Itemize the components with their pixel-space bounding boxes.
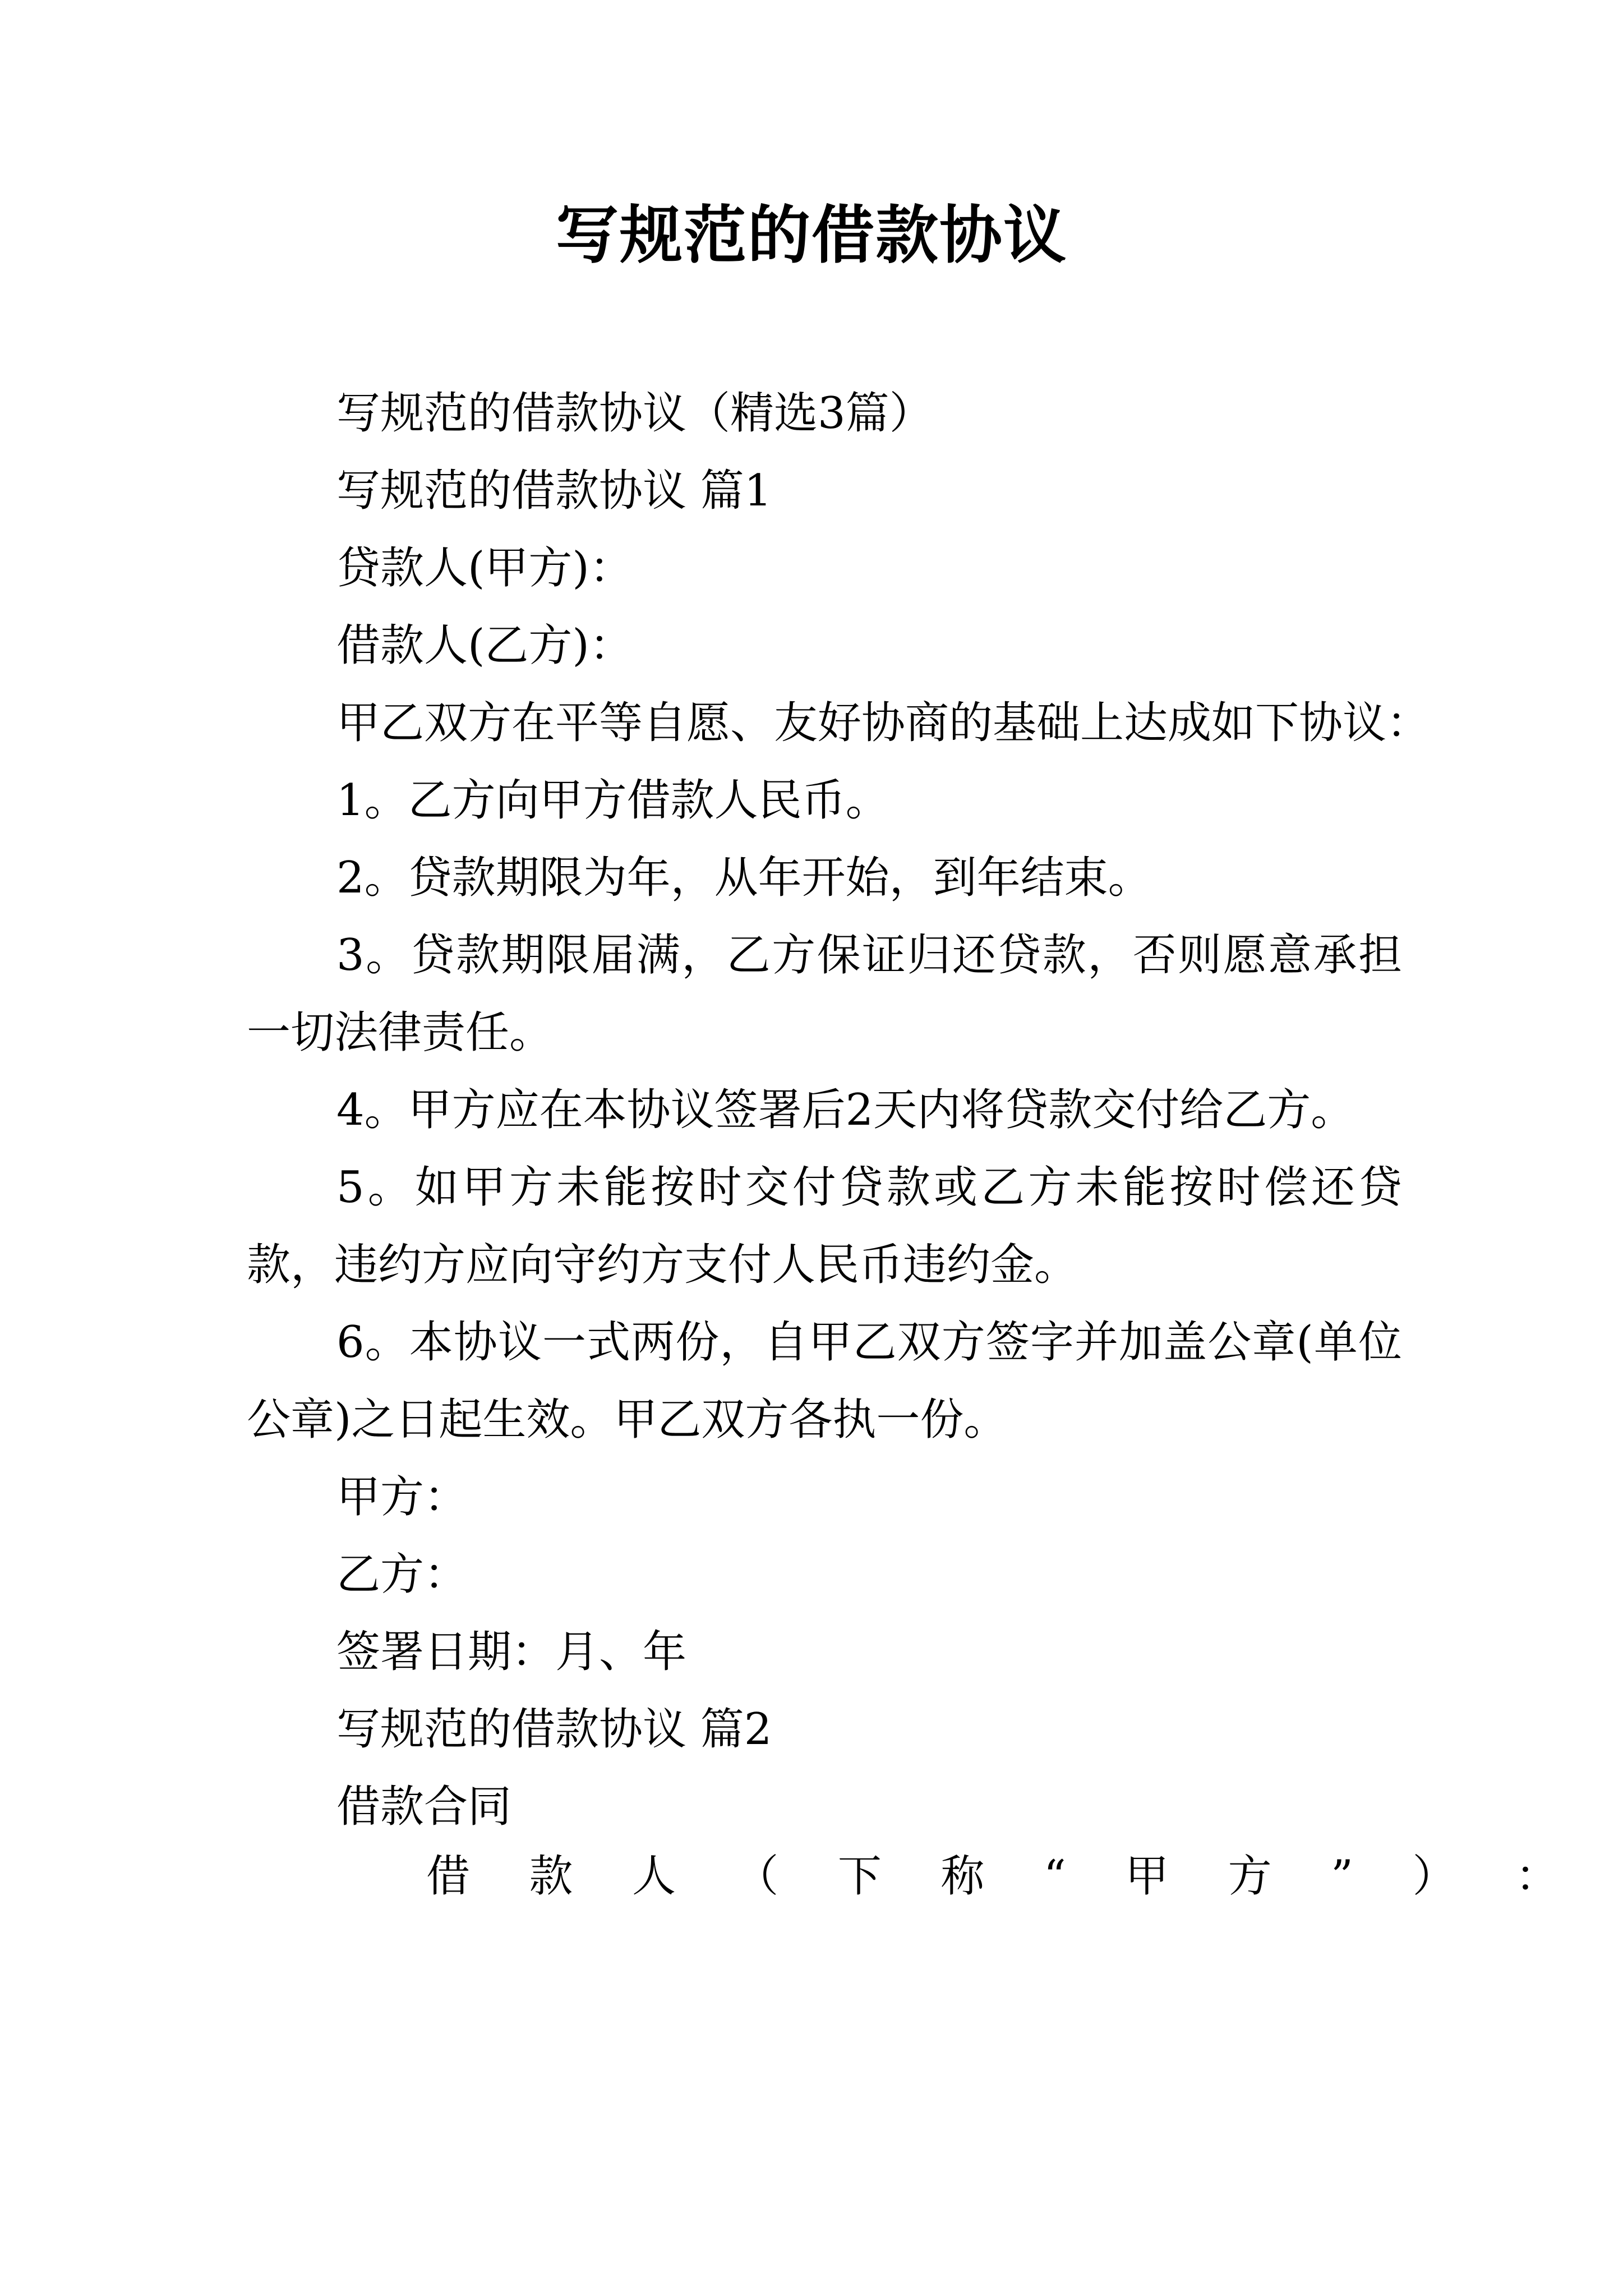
signing-date-line: 签署日期：月、年 — [336, 1627, 687, 1677]
clause-2: 2。贷款期限为年，从年开始，到年结束。 — [336, 853, 1152, 903]
char: 人 — [631, 1851, 676, 1902]
lender-line: 贷款人(甲方)： — [336, 543, 633, 593]
char: ： — [1515, 1851, 1559, 1902]
char: 称 — [940, 1851, 985, 1902]
char: 下 — [837, 1851, 882, 1902]
borrower-spaced-line — [426, 1838, 1570, 1915]
subtitle: 写规范的借款协议（精选3篇） — [336, 388, 933, 439]
agreement-intro: 甲乙双方在平等自愿、友好协商的基础上达成如下协议： — [336, 698, 1431, 748]
borrower-line: 借款人(乙方)： — [336, 620, 633, 671]
char: “ — [1043, 1851, 1066, 1902]
char: 借 — [426, 1851, 471, 1902]
char: 方 — [1228, 1851, 1272, 1902]
party-b-signature-line: 乙方： — [336, 1549, 468, 1600]
clause-6: 6。本协议一式两份，自甲乙双方签字并加盖公章(单位公章)之日起生效。甲乙双方各执一份。 — [247, 1317, 1402, 1445]
section-heading-2: 写规范的借款协议 篇2 — [336, 1704, 772, 1755]
party-a-signature-line: 甲方： — [336, 1472, 468, 1522]
document-title: 写规范的借款协议 — [556, 199, 1067, 272]
char: ） — [1412, 1851, 1456, 1902]
clause-4: 4。甲方应在本协议签署后2天内将贷款交付给乙方。 — [336, 1085, 1355, 1135]
contract-heading: 借款合同 — [336, 1782, 512, 1832]
section-heading: 写规范的借款协议 篇1 — [336, 466, 772, 516]
clause-3: 3。贷款期限届满，乙方保证归还贷款，否则愿意承担一切法律责任。 — [247, 930, 1402, 1058]
clause-5: 5。如甲方未能按时交付贷款或乙方未能按时偿还贷款，违约方应向守约方支付人民币违约金。 — [247, 1162, 1402, 1290]
char: 款 — [529, 1851, 573, 1902]
char: （ — [735, 1851, 779, 1902]
document-body — [247, 375, 1431, 1846]
clause-1: 1。乙方向甲方借款人民币。 — [336, 775, 889, 826]
char: 甲 — [1125, 1851, 1169, 1902]
char: ” — [1331, 1851, 1353, 1902]
